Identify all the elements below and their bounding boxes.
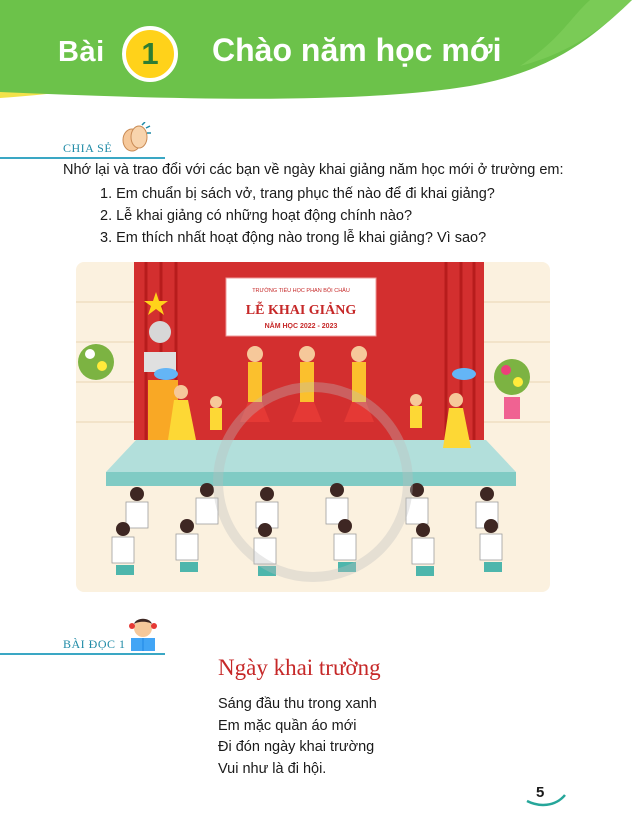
lesson-word: Bài xyxy=(58,36,105,68)
page-number-swoosh xyxy=(525,777,567,807)
poem-line: Sáng đầu thu trong xanh xyxy=(218,696,377,712)
banner-year: NĂM HỌC 2022 - 2023 xyxy=(264,323,338,330)
page-number: 5 xyxy=(536,784,545,801)
question-item: 3. Em thích nhất hoạt động nào trong lễ khai giảng? Vì sao? xyxy=(100,230,487,246)
opening-ceremony-illustration xyxy=(76,262,550,592)
child-reading-icon xyxy=(126,616,160,652)
reading-section-label: BÀI ĐỌC 1 xyxy=(63,637,126,651)
reading-divider xyxy=(0,653,165,655)
poem-line: Vui như là đi hội. xyxy=(218,760,327,777)
question-list xyxy=(100,183,495,249)
share-intro: Nhớ lại và trao đổi với các bạn về ngày khai giảng năm học mới ở trường em: xyxy=(63,162,564,178)
banner-title: LỄ KHAI GIẢNG xyxy=(245,303,357,318)
share-section-label: CHIA SẺ xyxy=(63,141,113,155)
poem-line: Em mặc quần áo mới xyxy=(218,717,357,734)
banner-school-name: TRƯỜNG TIỂU HỌC PHAN BỘI CHÂU xyxy=(252,288,350,294)
clapping-hands-icon xyxy=(118,122,152,154)
lesson-number-badge: 1 xyxy=(122,26,178,82)
lesson-title: Chào năm học mới xyxy=(212,32,502,68)
question-item: 1. Em chuẩn bị sách vở, trang phục thế nào để đi khai giảng? xyxy=(100,186,495,202)
question-item: 2. Lễ khai giảng có những hoạt động chính nào? xyxy=(100,208,413,224)
poem-line: Đi đón ngày khai trường xyxy=(218,739,375,755)
share-divider xyxy=(0,157,165,159)
poem-title: Ngày khai trường xyxy=(218,655,381,680)
poem-body xyxy=(218,694,377,780)
